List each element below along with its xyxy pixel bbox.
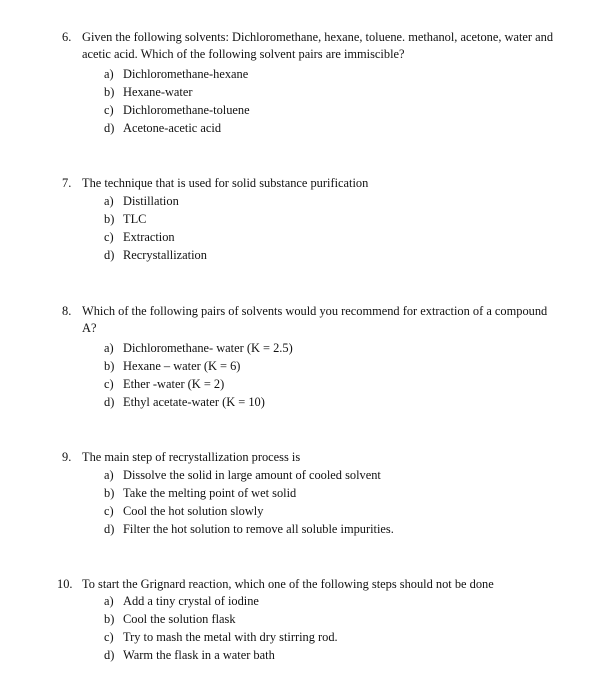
option-c (104, 377, 224, 392)
question-number: 6. (62, 30, 72, 44)
question-text-line: To start the Grignard reaction, which one of the following steps should not be done (82, 577, 494, 591)
option-letter: c) (104, 377, 114, 391)
question-text-line: Given the following solvents: Dichloromethane, hexane, toluene. methanol, acetone, water and (82, 30, 554, 44)
option-letter: b) (104, 612, 115, 626)
option-d (104, 395, 265, 410)
option-text: Take the melting point of wet solid (123, 486, 297, 500)
option-a (104, 194, 179, 209)
option-d (104, 248, 207, 263)
option-text: Warm the flask in a water bath (123, 648, 275, 662)
option-letter: b) (104, 359, 115, 373)
option-letter: c) (104, 504, 114, 518)
option-text: Ether -water (K = 2) (123, 377, 225, 391)
option-text: Add a tiny crystal of iodine (123, 594, 259, 608)
option-text: Try to mash the metal with dry stirring rod. (123, 630, 338, 644)
option-b (104, 612, 236, 627)
option-a (104, 468, 381, 483)
option-text: Hexane – water (K = 6) (123, 359, 241, 373)
question-number: 8. (62, 304, 72, 318)
option-b (104, 486, 296, 501)
option-letter: a) (104, 594, 114, 608)
question-number: 9. (62, 450, 72, 464)
option-text: Extraction (123, 230, 175, 244)
option-text: Acetone-acetic acid (123, 121, 222, 135)
option-text: Dichloromethane-toluene (123, 103, 250, 117)
question-number: 10. (57, 577, 73, 591)
option-letter: a) (104, 468, 114, 482)
option-letter: b) (104, 212, 115, 226)
option-a (104, 594, 259, 609)
option-letter: a) (104, 341, 114, 355)
question-text-line: acetic acid. Which of the following solvent pairs are immiscible? (82, 47, 405, 61)
option-text: Dichloromethane-hexane (123, 67, 249, 81)
option-b (104, 212, 146, 227)
option-text: Distillation (123, 194, 179, 208)
option-text: Ethyl acetate-water (K = 10) (123, 395, 265, 409)
question-text-line: Which of the following pairs of solvents would you recommend for extraction of a compound (82, 304, 548, 318)
option-text: Filter the hot solution to remove all soluble impurities. (123, 522, 394, 536)
option-letter: d) (104, 522, 115, 536)
option-d (104, 522, 394, 537)
question-text-line: A? (82, 321, 97, 335)
option-a (104, 67, 248, 82)
option-c (104, 630, 338, 645)
option-c (104, 504, 263, 519)
option-letter: d) (104, 248, 115, 262)
option-letter: a) (104, 194, 114, 208)
question-text-line: The main step of recrystallization process is (82, 450, 301, 464)
option-letter: d) (104, 395, 115, 409)
option-letter: c) (104, 630, 114, 644)
option-letter: b) (104, 85, 115, 99)
option-b (104, 359, 240, 374)
option-c (104, 103, 250, 118)
option-c (104, 230, 175, 245)
option-text: Dichloromethane- water (K = 2.5) (123, 341, 293, 355)
option-d (104, 121, 221, 136)
option-letter: c) (104, 103, 114, 117)
option-text: Cool the solution flask (123, 612, 236, 626)
option-b (104, 85, 192, 100)
option-letter: c) (104, 230, 114, 244)
option-letter: b) (104, 486, 115, 500)
option-text: Recrystallization (123, 248, 207, 262)
option-text: Hexane-water (123, 85, 193, 99)
option-text: Cool the hot solution slowly (123, 504, 264, 518)
option-letter: d) (104, 121, 115, 135)
option-letter: d) (104, 648, 115, 662)
question-text-line: The technique that is used for solid substance purification (82, 176, 369, 190)
option-text: Dissolve the solid in large amount of cooled solvent (123, 468, 381, 482)
option-letter: a) (104, 67, 114, 81)
question-number: 7. (62, 176, 72, 190)
option-a (104, 341, 293, 356)
option-text: TLC (123, 212, 147, 226)
option-d (104, 648, 275, 663)
